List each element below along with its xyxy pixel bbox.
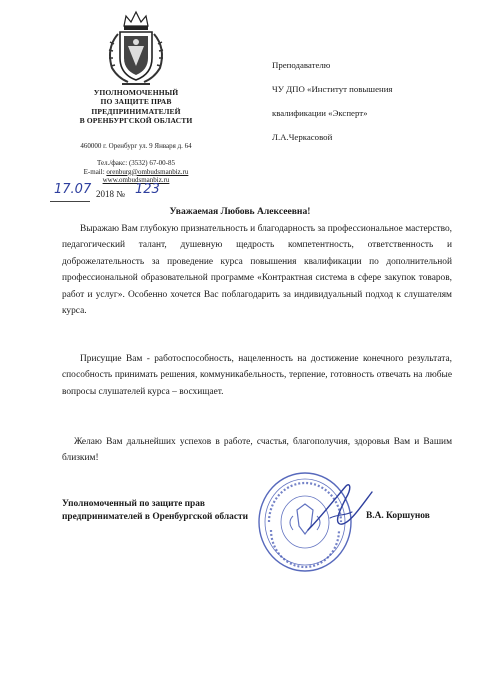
letter-paragraph: Желаю Вам дальнейших успехов в работе, счастья, благополучия, здоровья Вам и Вашим близким! [62, 437, 452, 464]
org-line: УПОЛНОМОЧЕННЫЙ [93, 88, 179, 97]
recipient-line: ЧУ ДПО «Институт повышения [272, 84, 393, 94]
handwritten-signature [300, 478, 380, 538]
recipient-line: Преподавателю [272, 60, 331, 70]
handwritten-number: 123 [135, 182, 160, 197]
org-email-row [50, 168, 222, 177]
handwritten-date: 17.07 [54, 182, 92, 197]
website-link[interactable]: www.ombudsmanbiz.ru [102, 176, 170, 185]
org-line: ПО ЗАЩИТЕ ПРАВ [100, 97, 172, 107]
date-year: 2018 № [96, 189, 125, 199]
letter-paragraph: Присущие Вам - работоспособность, нацеленность на достижение конечного результата, способность принимать решения, коммуникабельность, терпение, готовность отвечать на любые вопросы слушателей курса – восхищает. [62, 354, 452, 397]
recipient-line: Л.А.Черкасовой [272, 132, 333, 142]
signatory-title-line: предпринимателей в Оренбургской области [62, 512, 249, 522]
signatory-title [62, 498, 248, 524]
org-line: В ОРЕНБУРГСКОЙ ОБЛАСТИ [79, 116, 193, 126]
date-number-line [50, 182, 160, 204]
recipient-line: квалификации «Эксперт» [272, 108, 368, 118]
org-contacts [50, 159, 222, 185]
org-phone: Тел./факс: (3532) 67-00-85 [96, 159, 176, 167]
signatory-title-line: Уполномоченный по защите прав [62, 499, 205, 509]
organization-name [50, 88, 222, 126]
recipient-block [272, 60, 462, 156]
email-link[interactable]: orenburg@ombudsmanbiz.ru [106, 167, 189, 176]
email-label: E-mail: [83, 167, 107, 176]
date-underline [50, 201, 90, 202]
org-line: ПРЕДПРИНИМАТЕЛЕЙ [91, 106, 181, 116]
letter-paragraph: Выражаю Вам глубокую признательность и благодарность за профессиональное мастерство, педагогический талант, душевную щедрость компетентность, ответственность и доброжелательность за проведение курса повышения квалификации по дополнительной профессиональной образовательной программе «Контрактная система в сфере закупок товаров, работ и услуг». Особенно хочется Вас поблагодарить за индивидуальный подход к слушателям курса. [62, 224, 452, 317]
salutation: Уважаемая Любовь Алексеевна! [169, 206, 311, 217]
coat-of-arms-emblem [98, 8, 174, 88]
signatory-name: В.А. Коршунов [366, 511, 430, 521]
org-address: 460000 г. Оренбург ул. 9 Января д. 64 [80, 142, 192, 150]
